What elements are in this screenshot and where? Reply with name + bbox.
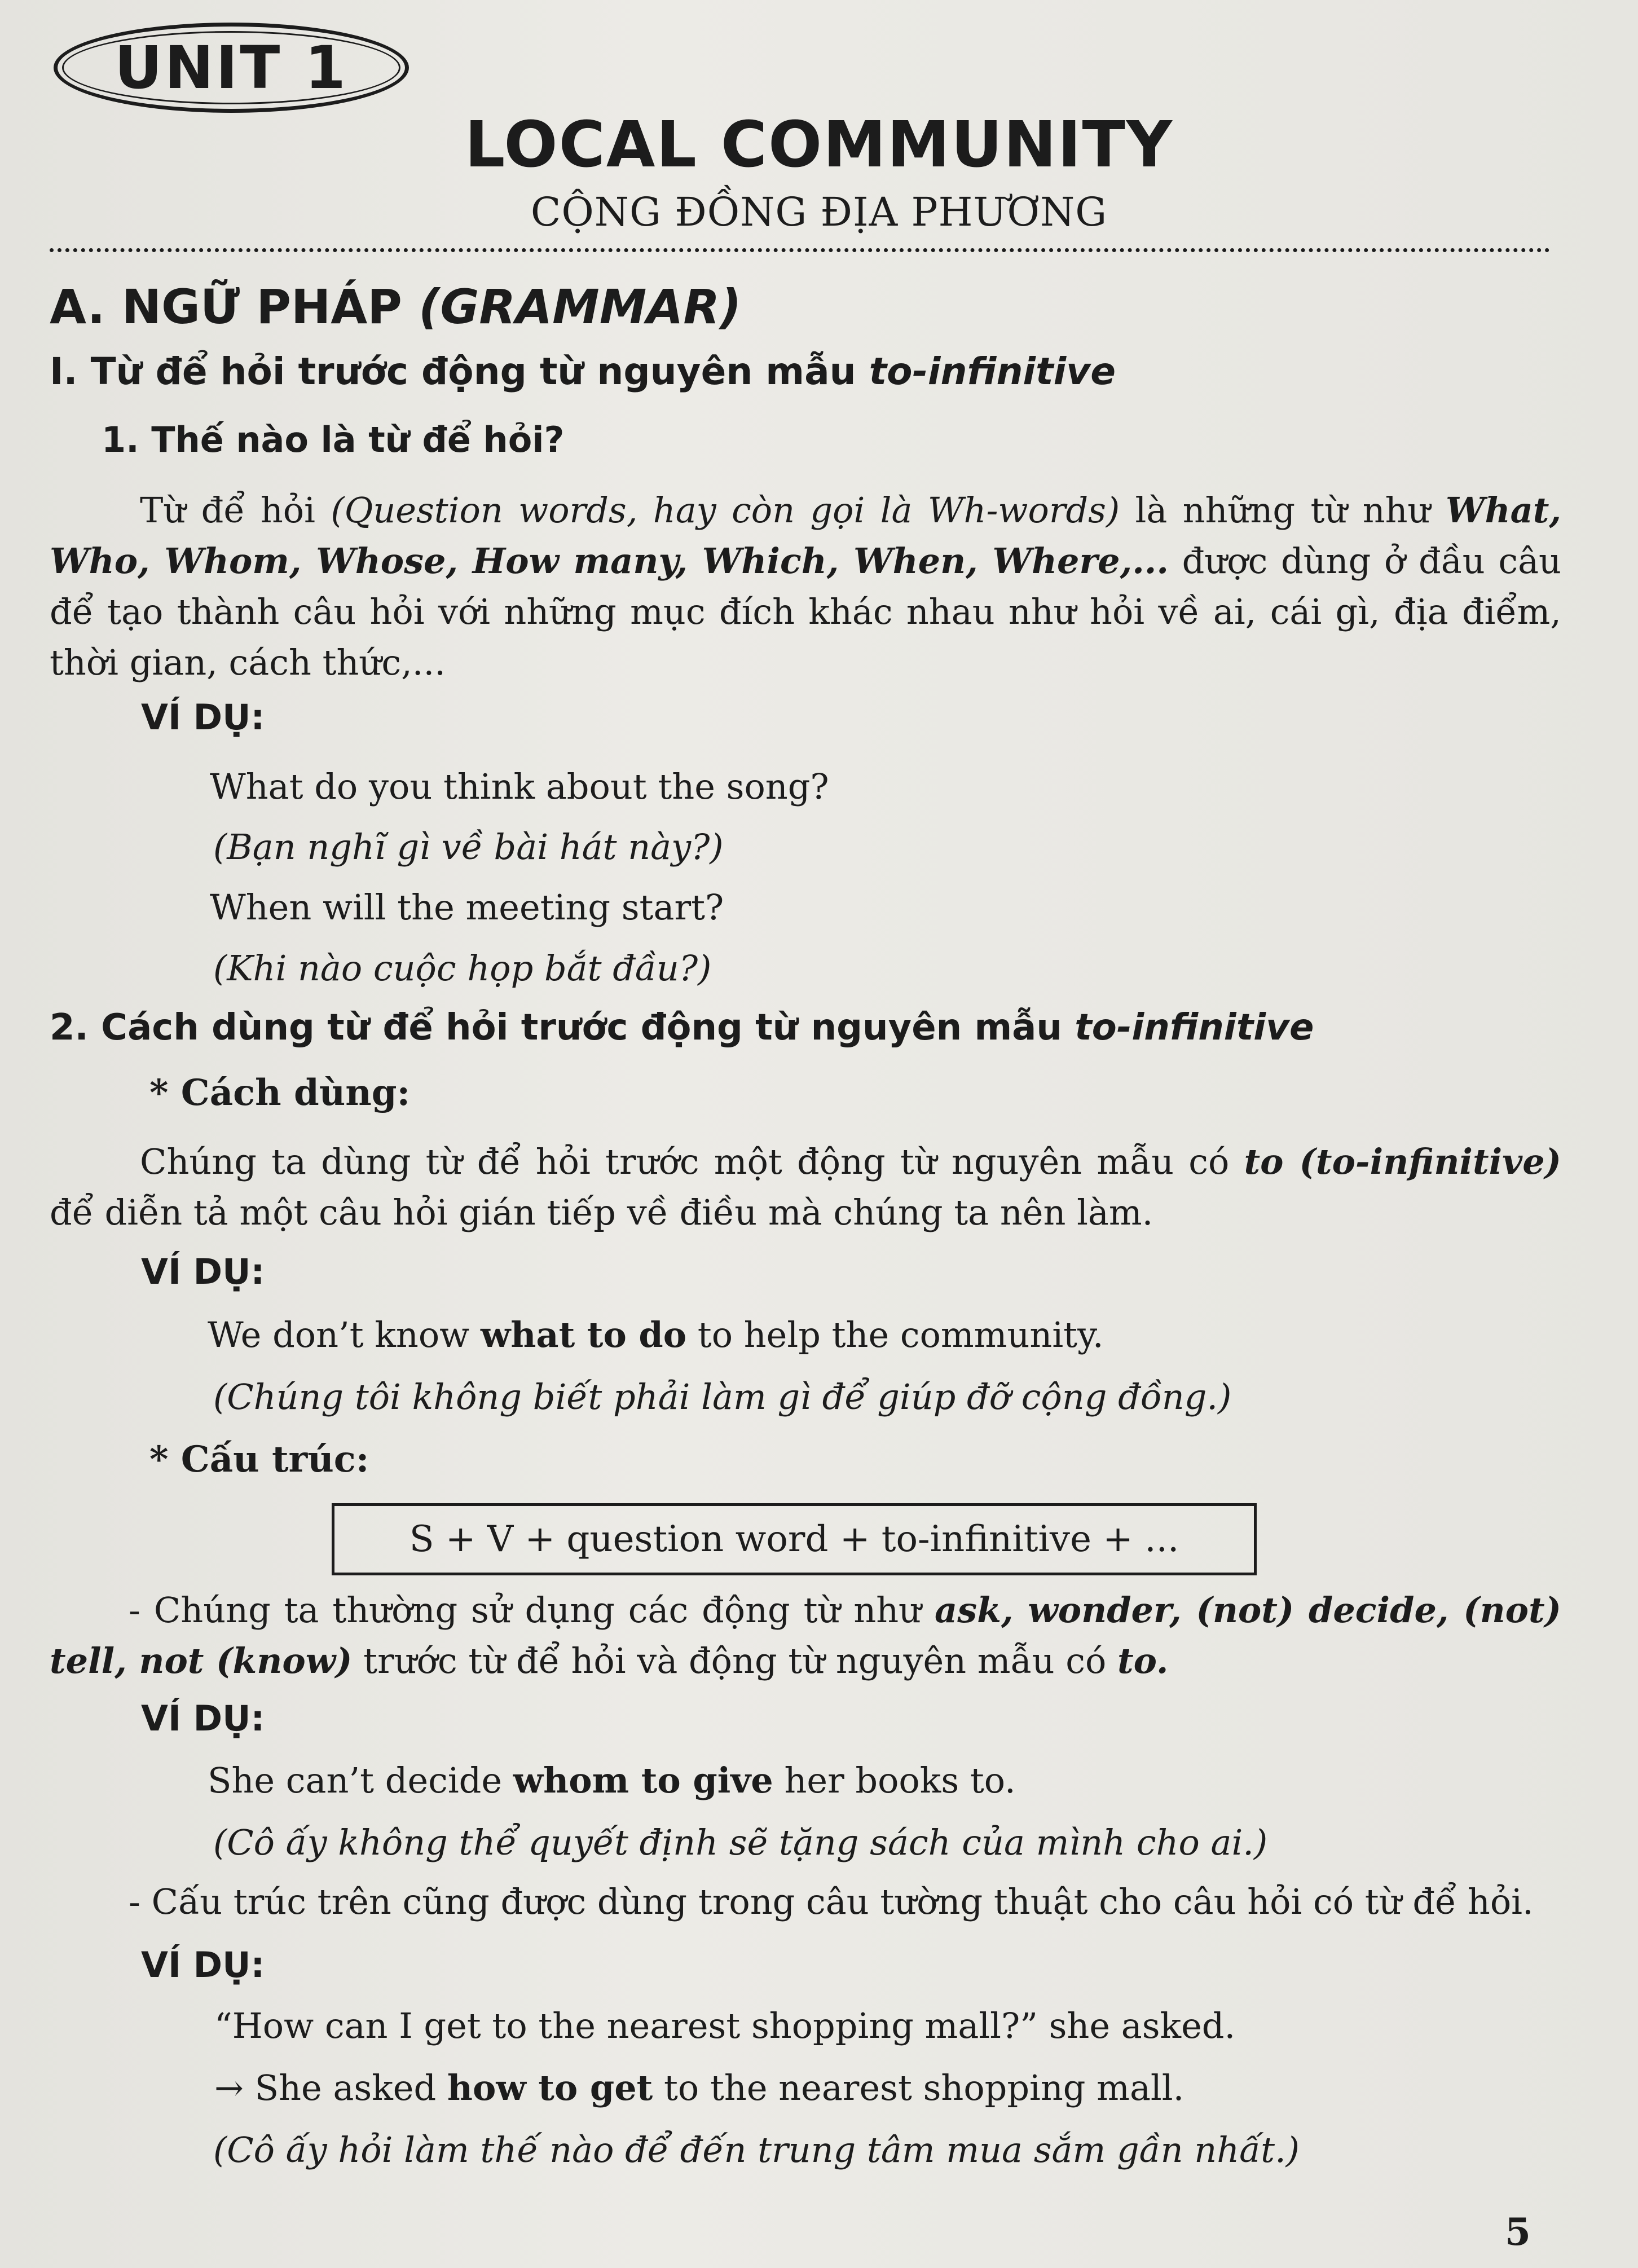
note-2: - Cấu trúc trên cũng được dùng trong câu tường thuật cho câu hỏi có từ để hỏi. xyxy=(129,1881,1534,1922)
example-3-translation: (Chúng tôi không biết phải làm gì để giúp đỡ cộng đồng.) xyxy=(213,1376,1232,1417)
example-2-translation: (Khi nào cuộc họp bắt đầu?) xyxy=(213,948,712,989)
structure-label: * Cấu trúc: xyxy=(149,1438,369,1481)
example-label-4: VÍ DỤ: xyxy=(141,1944,265,1985)
dotted-divider xyxy=(50,248,1550,252)
page-number: 5 xyxy=(1505,2210,1531,2254)
example-6: → She asked how to get to the nearest shopping mall. xyxy=(214,2067,1185,2108)
example-5: “How can I get to the nearest shopping mall?” she asked. xyxy=(214,2005,1236,2046)
section-a-heading: A. NGỮ PHÁP (GRAMMAR) xyxy=(50,279,742,334)
example-1-translation: (Bạn nghĩ gì về bài hát này?) xyxy=(213,826,724,867)
sub-1-paragraph: Từ để hỏi (Question words, hay còn gọi là Wh-words) là những từ như What, Who, Whom, Whose, How many, Which, When, Where,... được dùng ở đầu câu để tạo thành câu hỏi với những mục đích khác nhau như hỏi về ai, cái gì, địa điểm, thời gian, cách thức,... xyxy=(50,490,1561,683)
unit-title-vi: CỘNG ĐỒNG ĐỊA PHƯƠNG xyxy=(530,189,1108,235)
example-4: She can’t decide whom to give her books to. xyxy=(208,1760,1016,1801)
example-4-translation: (Cô ấy không thể quyết định sẽ tặng sách của mình cho ai.) xyxy=(213,1822,1268,1863)
example-label-2: VÍ DỤ: xyxy=(141,1251,265,1292)
example-label-1: VÍ DỤ: xyxy=(141,697,265,738)
usage-paragraph: Chúng ta dùng từ để hỏi trước một động từ nguyên mẫu có to (to-infinitive) để diễn tả một câu hỏi gián tiếp về điều mà chúng ta nên làm. xyxy=(50,1141,1561,1233)
note-1-paragraph: - Chúng ta thường sử dụng các động từ như ask, wonder, (not) decide, (not) tell, not (know) trước từ để hỏi và động từ nguyên mẫu có to. xyxy=(50,1589,1561,1681)
unit-badge xyxy=(54,23,409,113)
structure-formula-box: S + V + question word + to-infinitive + ... xyxy=(332,1503,1257,1575)
example-3: We don’t know what to do to help the community. xyxy=(208,1314,1104,1355)
unit-label: UNIT 1 xyxy=(115,33,348,102)
sub-1-heading: 1. Thế nào là từ để hỏi? xyxy=(102,419,565,460)
example-label-3: VÍ DỤ: xyxy=(141,1698,265,1739)
sub-2-heading: 2. Cách dùng từ để hỏi trước động từ nguyên mẫu to-infinitive xyxy=(50,1007,1314,1049)
part-1-heading: I. Từ để hỏi trước động từ nguyên mẫu to-infinitive xyxy=(50,350,1116,393)
example-1: What do you think about the song? xyxy=(210,766,829,807)
usage-label: * Cách dùng: xyxy=(149,1072,411,1114)
example-6-translation: (Cô ấy hỏi làm thế nào để đến trung tâm mua sắm gần nhất.) xyxy=(213,2129,1300,2170)
unit-title: LOCAL COMMUNITY xyxy=(465,108,1173,182)
example-2: When will the meeting start? xyxy=(210,887,724,928)
